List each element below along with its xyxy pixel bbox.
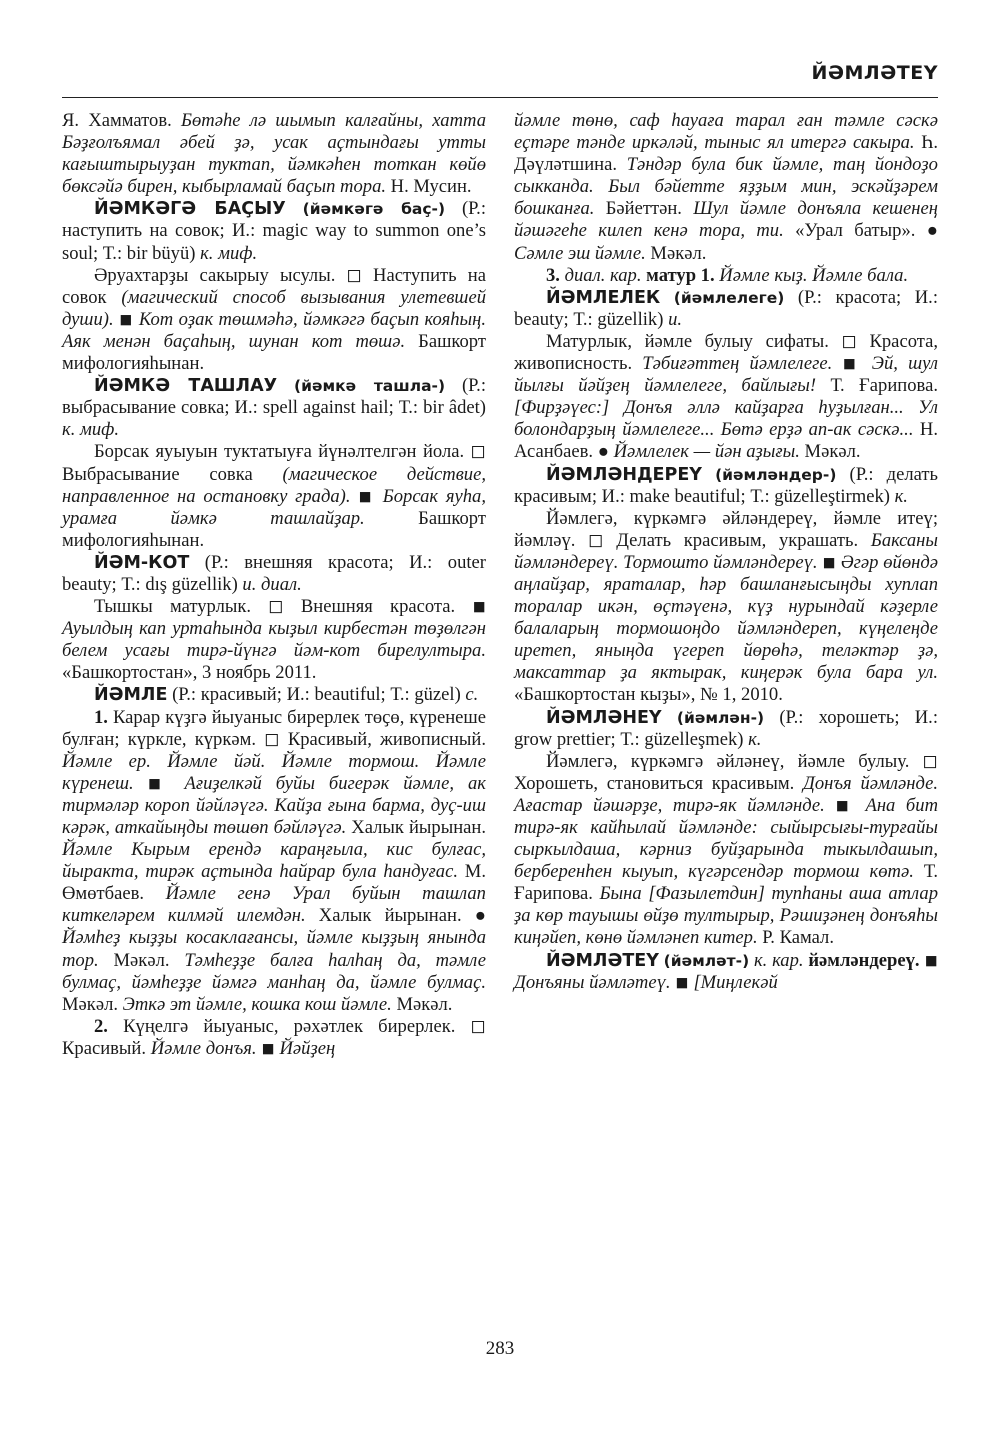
entry-headline: ЙӘМЛЕЛЕК (йәмлелеге) (Р.: красота; И.: beauty; Т.: güzellik) и. — [514, 286, 938, 330]
entry-continuation: Я. Хамматов. Бөтәһе лә шымып калғайны, хатта Бәҙғолъямал әбей ҙә, усак аҫтындағы утты кағыштырыуҙан туктап, йәмкәһен тоткан көйө бөксәйә бирен, кыбырламай баҫып тора. Н. Мусин. — [62, 110, 486, 198]
page-number: 283 — [485, 1338, 515, 1359]
entry-headline: ЙӘМКӘГӘ БАҪЫУ (йәмкәгә баҫ-) (Р.: наступить на совок; И.: magic way to summon one’s soul; Т.: bir büyü) к. миф. — [62, 198, 486, 264]
entry-headline: ЙӘМЛӘТЕҮ (йәмләт-) к. кар. йәмләндереү. ◾ Донъяны йәмләтеү. ◾ [Миңлекәй — [514, 949, 938, 993]
entry-headline: ЙӘМКӘ ТАШЛАУ (йәмкә ташла-) (Р.: выбрасывание совка; И.: spell against hail; Т.: bir âdet) к. миф. — [62, 375, 486, 441]
entry-headline: ЙӘМ-КОТ (Р.: внешняя красота; И.: outer beauty; Т.: dış güzellik) и. диал. — [62, 551, 486, 595]
entry-definition: Матурлык, йәмле булыу сифаты. ◻ Красота, живописность. Тәбиғәттең йәмлелеге. ◾ Эй, шул йылғы йәйҙең йәмлелеге, байлығы! Т. Ғарипова. [Фирҙәүес:] Донъя әллә кайҙарға һуҙылған... Ул болондарҙың йәмлелеге... Бөтә ерҙә ап-ак сәскә... Н. Асанбаев. ● Йәмлелек — йән аҙығы. Мәкәл. — [514, 330, 938, 463]
entry-definition: Йәмлегә, күркәмгә әйләндереү, йәмле итеү; йәмләү. ◻ Делать красивым, украшать. Баксаны йәмләндереү. Тормошто йәмләндереү. ◾ Әгәр өйөндә аңлайҙар, яраталар, һәр башланғысыңды хуплап торалар икән, өҫтәүенә, күҙ нурындай кәҙерле балаларың тормошоңдо йәмләндереп, күңелеңде иретеп, яныңда үгереп йөрөһә, теләктәр ҙә, максаттар ҙа яктырак, киңерәк була бара ул. «Башкортостан кыҙы», № 1, 2010. — [514, 507, 938, 706]
entry-headline: ЙӘМЛЕ (Р.: красивый; И.: beautiful; Т.: güzel) с. — [94, 684, 479, 706]
entry-sense: 2. Күңелгә йыуаныс, рәхәтлек бирерлек. ◻ Красивый. Йәмле донъя. ◾ Йәйҙең — [62, 1015, 486, 1059]
entry-continuation: йәмле төнө, саф һауаға тарал ған тәмле сәскә еҫтәре тәнде иркәләй, тыныс ял итергә сакыра. Һ. Дәүләтшина. Тәндәр була бик йәмле, таң йондоҙо сыкканда. Был бәйетте яҙҙым мин, эскәйҙәрем бошканға. Бәйеттән. Шул йәмле донъяла кешенең йәшәгеһе килеп кенә тора, ти. «Урал батыр». ● Сәмле эш йәмле. Мәкәл. — [514, 110, 938, 264]
left-column — [62, 110, 486, 1060]
entry-sense: 3. диал. кар. матур 1. Йәмле кыҙ. Йәмле бала. — [546, 264, 909, 286]
entry-sense: 1. Карар күҙгә йыуаныс бирерлек төҫө, күренеше булған; күркле, күркәм. ◻ Красивый, живописный. Йәмле ер. Йәмле йәй. Йәмле тормош. Йәмле күренеш. ◾ Ағиҙелкәй буйы бигерәк йәмле, ак тирмәләр короп йәйләүгә. Кайҙа ғына барма, дуҫ-иш кәрәк, аткайыңды төшөп бәйләүгә. Халык йырынан. Йәмле Кырым ерендә караңғыла, кис булғас, йыракта, тирәк аҫтында һайрар була һандуғас. М. Өмөтбаев. Йәмле генә Урал буйын ташлап киткеләрем килмәй илемдән. Халык йырынан. ● Йәмһеҙ кыҙҙы косаклағансы, йәмле кыҙҙың янында тор. Мәкәл. Тәмһеҙҙе балға һалһаң да, тәмле булмаҫ, йәмһеҙҙе йәмгә манһаң да, йәмле булмаҫ. Мәкәл. Эткә эт йәмле, кошка кош йәмле. Мәкәл. — [62, 706, 487, 1015]
entry-definition: Әруахтарҙы сакырыу ысулы. ◻ Наступить на совок (магический способ вызывания улетевшей души). ◾ Кот оҙак төшмәһә, йәмкәгә баҫып кояһың. Аяк менән баҫаһың, шунан кот төшә. Башкорт мифологияһынан. — [62, 264, 486, 375]
header-rule — [62, 97, 938, 98]
right-column — [514, 110, 938, 994]
entry-headline: ЙӘМЛӘНЕҮ (йәмлән-) (Р.: хорошеть; И.: grow prettier; Т.: güzelleşmek) к. — [514, 706, 938, 750]
entry-definition: Борсак яуыуын туктатыуға йүнәлтелгән йола. ◻ Выбрасывание совка (магическое действие, направленное на остановку града). ◾ Борсак яуһа, урамға йәмкә ташлайҙар. Башкорт мифологияһынан. — [62, 441, 486, 551]
entry-definition: Йәмлегә, күркәмгә әйләнеү, йәмле булыу. ◻ Хорошеть, становиться красивым. Донъя йәмләнде. Ағастар йәшәрҙе, тирә-як йәмләнде. ◾ Ана бит тирә-як кайһылай йәмләнде: сыйырсығы-турғайы сыркылдаша, кәрниз буйҙарында тыкылдашып, берберенһен кыуып, күгәрсендәр тормош көтә. Т. Ғарипова. Бына [Фазылетдин] тупһаны аша атлар ҙа көр тауышы өйҙө тултырыр, Рәшиҙәнең донъяһы киңәйеп, көнө йәмләнеп китер. Р. Камал. — [514, 750, 938, 949]
running-head: ЙӘМЛӘТЕҮ — [811, 62, 938, 84]
entry-headline: ЙӘМЛӘНДЕРЕҮ (йәмләндер-) (Р.: делать красивым; И.: make beautiful; Т.: güzelleştirmek) к. — [514, 463, 938, 507]
entry-definition: Тышкы матурлык. ◻ Внешняя красота. ◾ Ауылдың кап уртаһында кыҙыл кирбестән төҙөлгән белем усағы тирә-йүнгә йәм-кот бирелултыра. «Башкортостан», 3 ноябрь 2011. — [62, 596, 486, 684]
